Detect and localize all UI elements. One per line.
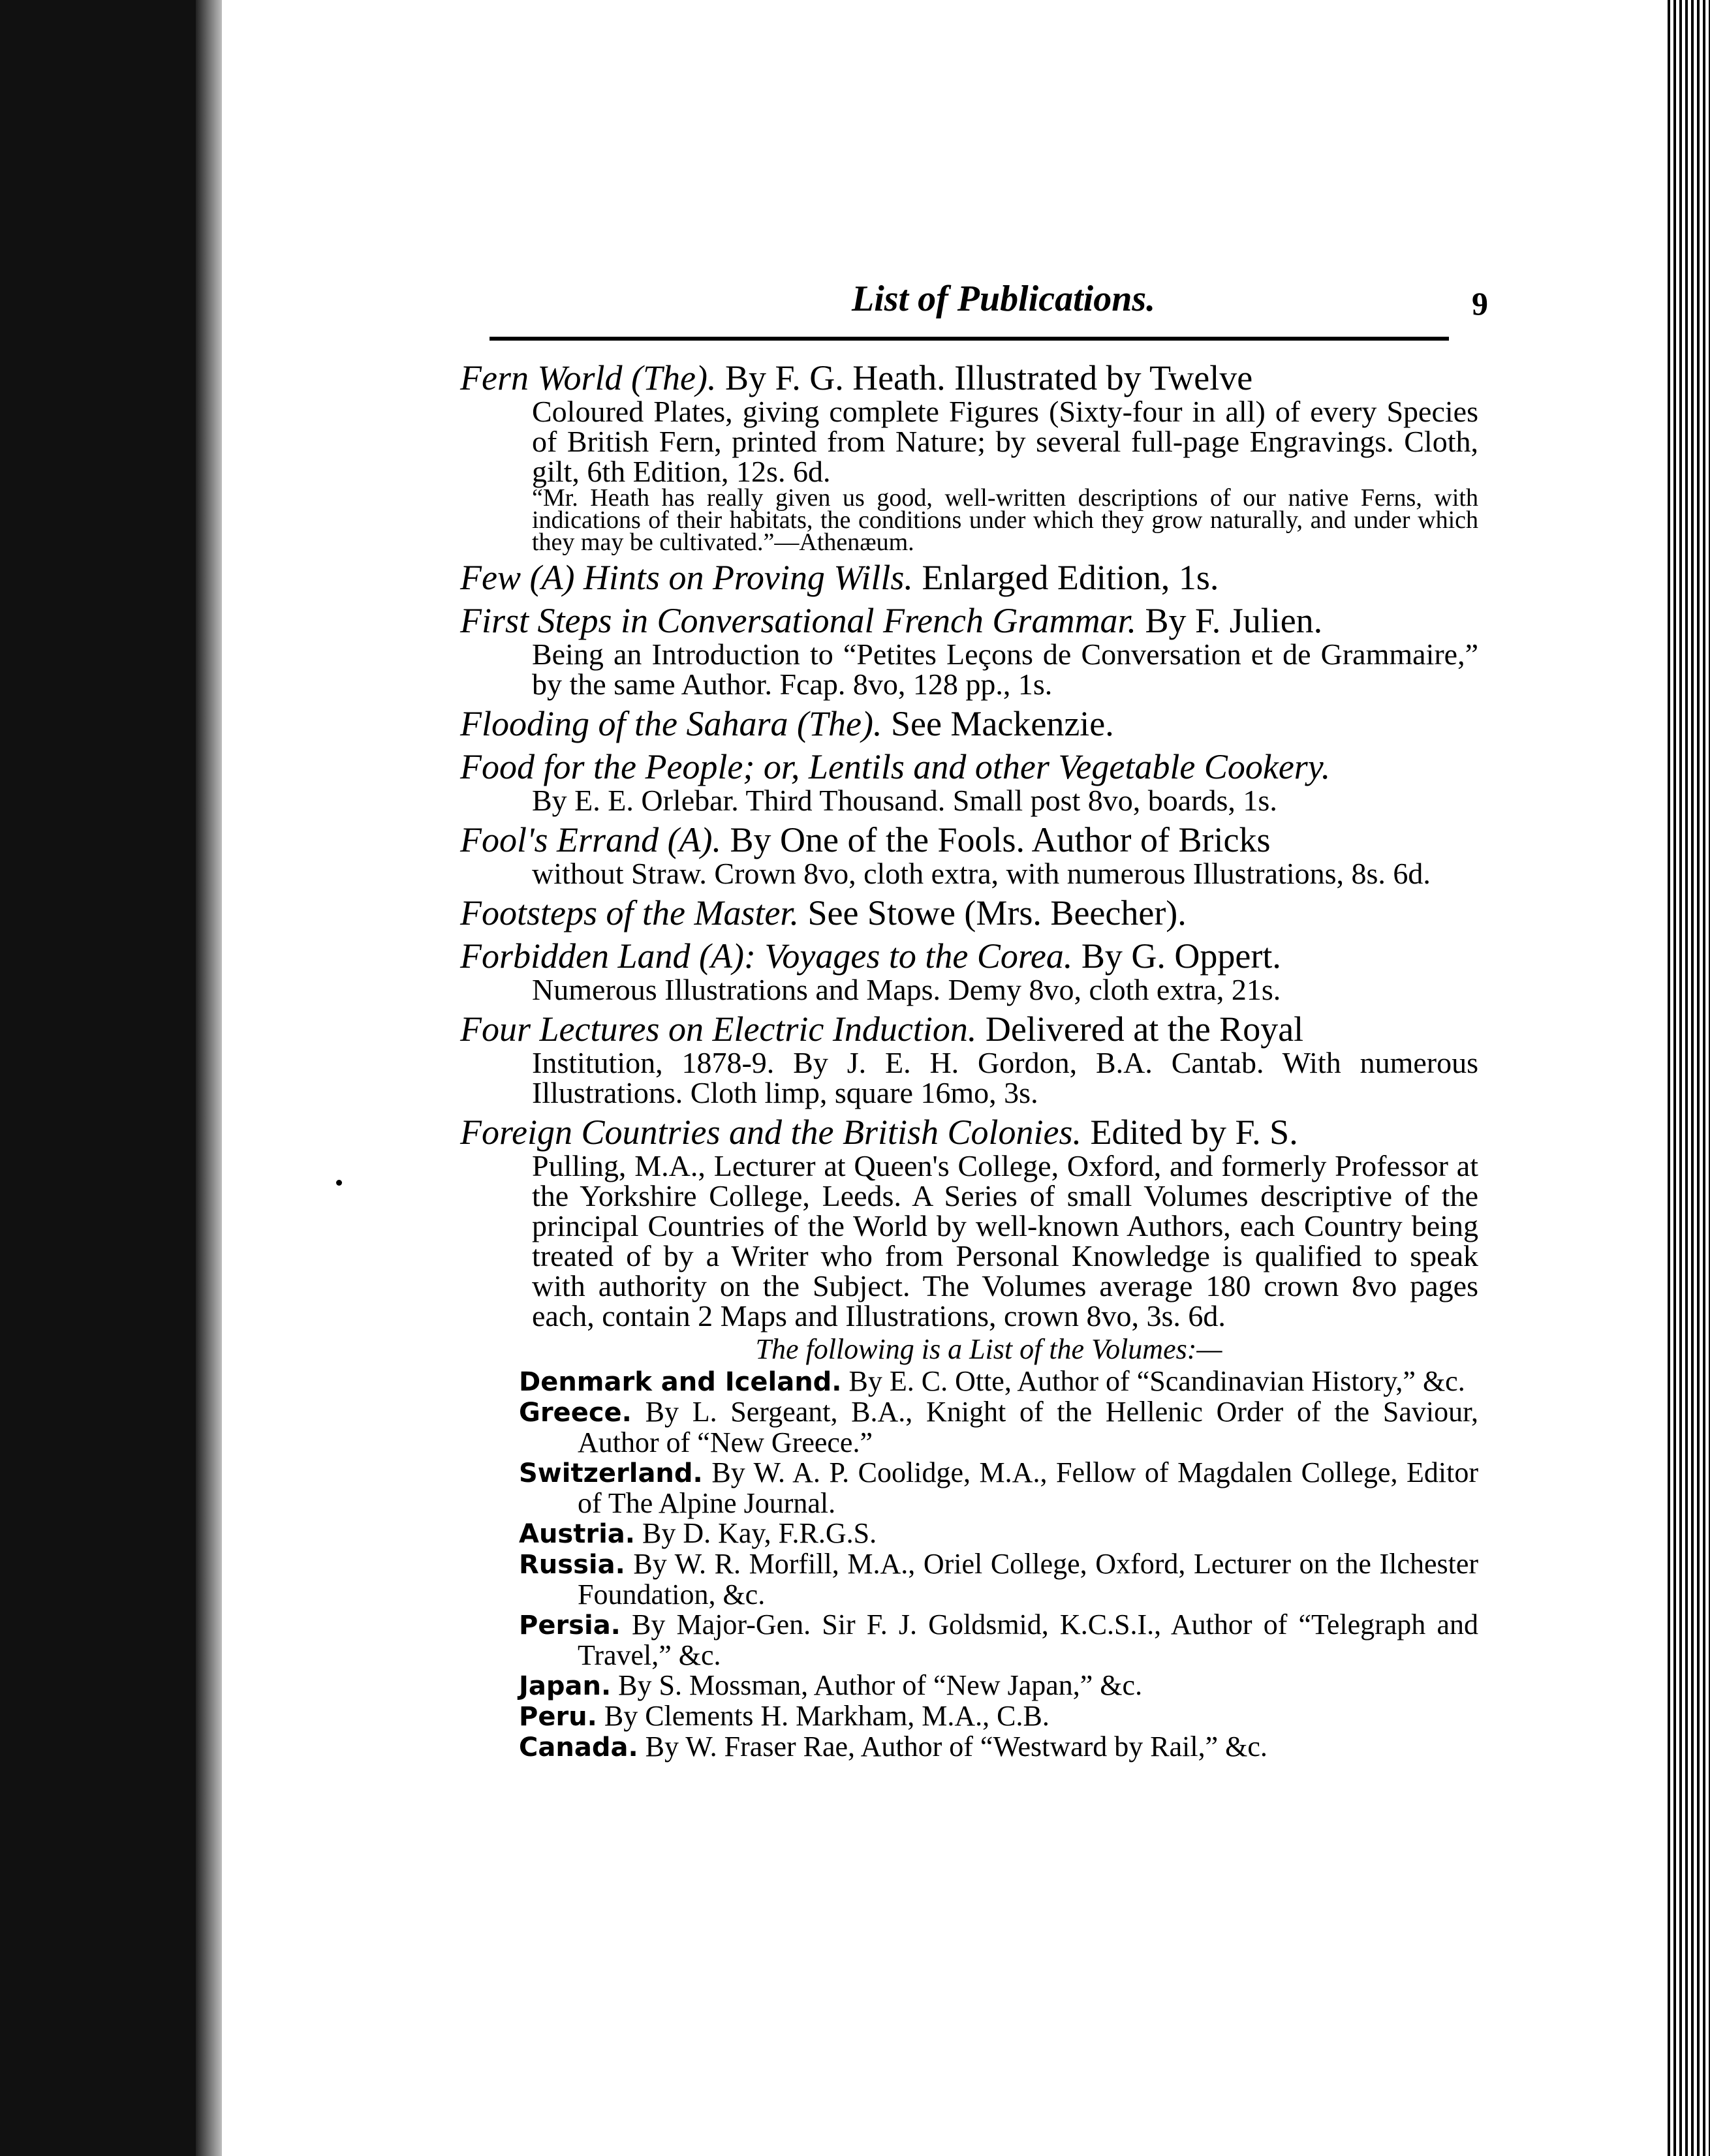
- entry-body: Institution, 1878-9. By J. E. H. Gordon, B.A. Cantab. With numerous Illustrations. Cloth limp, square 16mo, 3s.: [532, 1046, 1478, 1109]
- list-item: [460, 1010, 1478, 1108]
- volume-text: By Major-Gen. Sir F. J. Goldsmid, K.C.S.I., Author of “Telegraph and Travel,” &c.: [578, 1609, 1478, 1671]
- list-item: [460, 894, 1478, 932]
- entry-head-rest: By One of the Fools. Author of Bricks: [730, 820, 1271, 859]
- entry-head-rest: By F. Julien.: [1145, 601, 1323, 640]
- list-item: [460, 748, 1478, 816]
- volume-text: By W. A. P. Coolidge, M.A., Fellow of Magdalen College, Editor of The Alpine Journal.: [578, 1456, 1479, 1519]
- entry-title: Few (A) Hints on Proving Wills.: [460, 558, 913, 597]
- page-number: 9: [1472, 285, 1488, 322]
- entry-head-rest: Delivered at the Royal: [985, 1009, 1304, 1049]
- entry-title: Foreign Countries and the British Colonies.: [460, 1113, 1081, 1152]
- volume-text: By D. Kay, F.R.G.S.: [642, 1517, 877, 1549]
- list-item: [460, 1113, 1478, 1763]
- entry-body: Coloured Plates, giving complete Figures (Sixty-four in all) of every Species of British Fern, printed from Nature; by several full-page Engravings. Cloth, gilt, 6th Edition, 12s. 6d.: [532, 395, 1478, 488]
- volume-country: Denmark and Iceland.: [519, 1367, 842, 1397]
- volume-text: By W. R. Morfill, M.A., Oriel College, Oxford, Lecturer on the Ilchester Foundation, &c.: [578, 1548, 1478, 1610]
- list-item: [460, 821, 1478, 889]
- entry-title: First Steps in Conversational French Grammar.: [460, 601, 1136, 640]
- entry-head-rest: Enlarged Edition, 1s.: [922, 558, 1219, 597]
- volume-text: By E. C. Otte, Author of “Scandinavian History,” &c.: [848, 1365, 1465, 1397]
- entry-title: Four Lectures on Electric Induction.: [460, 1009, 977, 1049]
- entry-head-rest: See Stowe (Mrs. Beecher).: [807, 893, 1187, 932]
- entry-body: By E. E. Orlebar. Third Thousand. Small post 8vo, boards, 1s.: [532, 784, 1277, 817]
- list-item: [460, 602, 1478, 700]
- list-item: [460, 559, 1478, 596]
- volume-country: Japan.: [519, 1671, 612, 1701]
- volume-text: By W. Fraser Rae, Author of “Westward by Rail,” &c.: [645, 1731, 1267, 1763]
- page-header: [460, 274, 1488, 333]
- volume-item: [519, 1458, 1478, 1518]
- entry-head-rest: See Mackenzie.: [890, 704, 1114, 743]
- entry-head-rest: By G. Oppert.: [1081, 936, 1281, 976]
- entry-body: without Straw. Crown 8vo, cloth extra, with numerous Illustrations, 8s. 6d.: [532, 857, 1431, 890]
- entry-title: Forbidden Land (A): Voyages to the Corea.: [460, 936, 1073, 976]
- entry-body: Numerous Illustrations and Maps. Demy 8vo, cloth extra, 21s.: [532, 973, 1281, 1006]
- entry-head-rest: By F. G. Heath. Illustrated by Twelve: [724, 358, 1253, 397]
- volume-item: [519, 1671, 1478, 1701]
- volume-item: [519, 1732, 1478, 1763]
- list-item: [460, 705, 1478, 743]
- entry-title: Flooding of the Sahara (The).: [460, 704, 882, 743]
- entry-title: Footsteps of the Master.: [460, 893, 799, 932]
- volume-text: By L. Sergeant, B.A., Knight of the Hellenic Order of the Saviour, Author of “New Greece.”: [578, 1396, 1479, 1458]
- ink-speck: [336, 1180, 342, 1186]
- left-page-edge: [0, 0, 215, 2156]
- volume-item: [519, 1397, 1478, 1458]
- entry-body: Being an Introduction to “Petites Leçons de Conversation et de Grammaire,” by the same Author. Fcap. 8vo, 128 pp., 1s.: [532, 638, 1478, 701]
- volume-text: By Clements H. Markham, M.A., C.B.: [604, 1700, 1049, 1732]
- entry-title: Fool's Errand (A).: [460, 820, 722, 859]
- volume-country: Switzerland.: [519, 1458, 703, 1488]
- entry-title: Fern World (The).: [460, 358, 717, 397]
- page-content: [460, 274, 1488, 1763]
- volume-item: [519, 1366, 1478, 1397]
- entry-head-rest: Edited by F. S.: [1090, 1113, 1298, 1152]
- volume-country: Canada.: [519, 1732, 638, 1763]
- publication-list: [460, 359, 1478, 1768]
- volume-item: [519, 1610, 1478, 1671]
- page-stack-edge: [1668, 0, 1710, 2156]
- running-title: List of Publications.: [852, 279, 1156, 319]
- volume-country: Russia.: [519, 1550, 625, 1580]
- volume-country: Peru.: [519, 1702, 597, 1732]
- volume-item: [519, 1549, 1478, 1610]
- list-item: [460, 358, 1478, 556]
- volume-country: Greece.: [519, 1398, 632, 1428]
- entry-quote: “Mr. Heath has really given us good, well-written descriptions of our native Ferns, with indications of their habitats, the conditions under which they grow naturally, and under which they may be cultivated.”—Athenæum.: [532, 484, 1478, 556]
- list-item: [460, 937, 1478, 1005]
- volumes-heading: The following is a List of the Volumes:—: [755, 1333, 1222, 1365]
- volume-text: By S. Mossman, Author of “New Japan,” &c.: [618, 1669, 1143, 1701]
- entry-body: Pulling, M.A., Lecturer at Queen's College, Oxford, and formerly Professor at the Yorkshire College, Leeds. A Series of small Volumes descriptive of the principal Countries of the World by well-known Authors, each Country being treated of by a Writer who from Personal Knowledge is qualified to speak with authority on the Subject. The Volumes average 180 crown 8vo pages each, contain 2 Maps and Illustrations, crown 8vo, 3s. 6d.: [532, 1149, 1478, 1332]
- header-rule: [490, 337, 1449, 341]
- volume-item: [519, 1518, 1478, 1549]
- entry-title: Food for the People; or, Lentils and other Vegetable Cookery.: [460, 747, 1331, 786]
- volume-item: [519, 1701, 1478, 1732]
- volume-country: Austria.: [519, 1519, 635, 1549]
- volume-country: Persia.: [519, 1610, 621, 1640]
